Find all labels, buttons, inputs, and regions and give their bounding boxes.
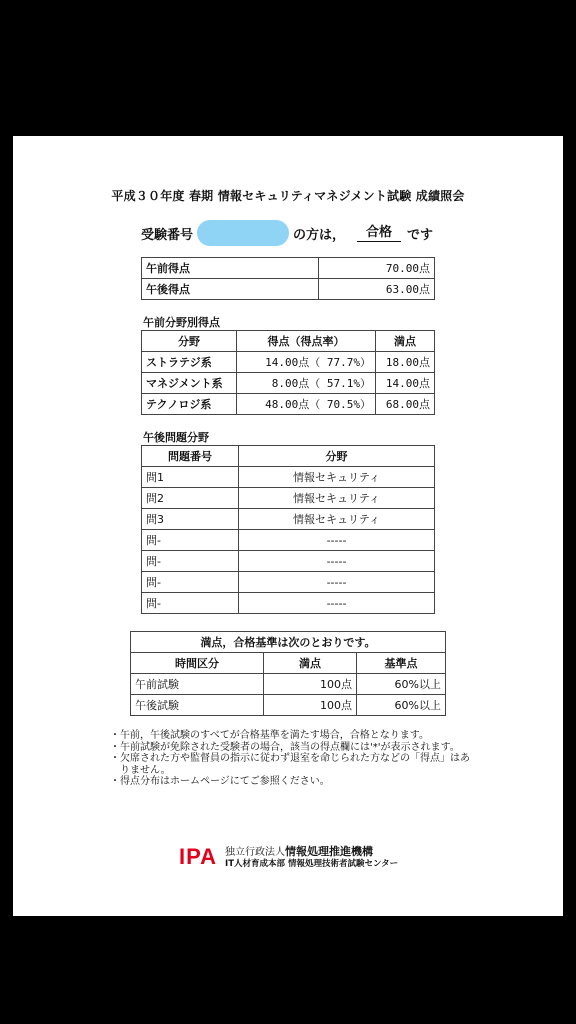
org-name: 情報処理推進機構	[285, 844, 374, 858]
question-number: 問-	[142, 593, 239, 614]
period-max: 100点	[264, 674, 357, 695]
table-row	[142, 551, 435, 572]
col-header: 問題番号	[142, 446, 239, 467]
field-score: 14.00点（ 77.7%）	[237, 352, 376, 373]
question-number: 問3	[142, 509, 239, 530]
question-field: 情報セキュリティ	[239, 467, 435, 488]
field-name: テクノロジ系	[142, 394, 237, 415]
table-row	[142, 352, 435, 373]
col-header: 分野	[239, 446, 435, 467]
question-number: 問1	[142, 467, 239, 488]
pass-status: 合格	[357, 225, 401, 242]
table-row	[142, 373, 435, 394]
table-row	[142, 394, 435, 415]
col-header: 満点	[264, 653, 357, 674]
result-middle: の方は，	[293, 227, 346, 243]
question-field: -----	[239, 593, 435, 614]
period-max: 100点	[264, 695, 357, 716]
table-row	[142, 331, 435, 352]
redacted-examinee-number	[197, 220, 289, 246]
table-row	[142, 446, 435, 467]
question-number: 問-	[142, 572, 239, 593]
organization	[225, 845, 398, 870]
pm-section-title: 午後問題分野	[143, 431, 209, 444]
question-number: 問2	[142, 488, 239, 509]
field-max: 68.00点	[376, 394, 435, 415]
result-line	[141, 220, 433, 246]
question-number: 問-	[142, 551, 239, 572]
field-score: 8.00点（ 57.1%）	[237, 373, 376, 394]
list-item: ・ 午前試験が免除された受験者の場合，該当の得点欄には'*'が表示されます。	[110, 741, 460, 753]
list-item: ・ 午前，午後試験のすべてが合格基準を満たす場合，合格となります。	[110, 730, 429, 741]
period-pass: 60%以上	[357, 674, 446, 695]
ipa-logo: IPA	[179, 844, 218, 869]
table-row	[142, 467, 435, 488]
table-row	[131, 674, 446, 695]
table-row	[142, 279, 435, 300]
dept-name: IT人材育成本部 情報処理技術者試験センター	[225, 858, 399, 869]
col-header: 基準点	[357, 653, 446, 674]
period-label: 午後試験	[131, 695, 264, 716]
page-title: 平成３０年度 春期 情報セキュリティマネジメント試験 成績照会	[111, 189, 465, 203]
pm-score-label: 午後得点	[142, 279, 319, 300]
question-field: -----	[239, 551, 435, 572]
result-prefix: 受験番号	[141, 227, 194, 243]
list-item: ・ 得点分布はホームページにてご参照ください。	[110, 776, 330, 787]
am-section-title: 午前分野別得点	[143, 316, 220, 329]
pm-score-value: 63.00点	[319, 279, 435, 300]
question-field: 情報セキュリティ	[239, 488, 435, 509]
table-row	[131, 632, 446, 653]
col-header: 得点（得点率）	[237, 331, 376, 352]
org-prefix: 独立行政法人	[225, 846, 286, 858]
question-field: -----	[239, 530, 435, 551]
table-row	[142, 593, 435, 614]
col-header: 時間区分	[131, 653, 264, 674]
table-row	[142, 509, 435, 530]
col-header: 分野	[142, 331, 237, 352]
table-row	[131, 695, 446, 716]
total-score-table	[141, 257, 435, 300]
field-max: 18.00点	[376, 352, 435, 373]
question-field: 情報セキュリティ	[239, 509, 435, 530]
notes-list	[110, 730, 470, 788]
table-row	[142, 258, 435, 279]
table-row	[131, 653, 446, 674]
period-pass: 60%以上	[357, 695, 446, 716]
pm-question-table	[141, 445, 435, 614]
am-breakdown-table	[141, 330, 435, 415]
field-name: ストラテジ系	[142, 352, 237, 373]
table-row	[142, 488, 435, 509]
result-sheet	[13, 136, 563, 916]
field-score: 48.00点（ 70.5%）	[237, 394, 376, 415]
question-number: 問-	[142, 530, 239, 551]
criteria-caption: 満点，合格基準は次のとおりです。	[131, 632, 446, 653]
field-max: 14.00点	[376, 373, 435, 394]
table-row	[142, 530, 435, 551]
col-header: 満点	[376, 331, 435, 352]
period-label: 午前試験	[131, 674, 264, 695]
table-row	[142, 572, 435, 593]
am-score-label: 午前得点	[142, 258, 319, 279]
am-score-value: 70.00点	[319, 258, 435, 279]
footer	[179, 842, 398, 872]
field-name: マネジメント系	[142, 373, 237, 394]
pass-criteria-table	[130, 631, 446, 716]
result-suffix: です	[407, 227, 434, 243]
list-item: ・ 欠席された方や監督員の指示に従わず退室を命じられた方などの「得点」はありません。	[110, 753, 470, 776]
question-field: -----	[239, 572, 435, 593]
